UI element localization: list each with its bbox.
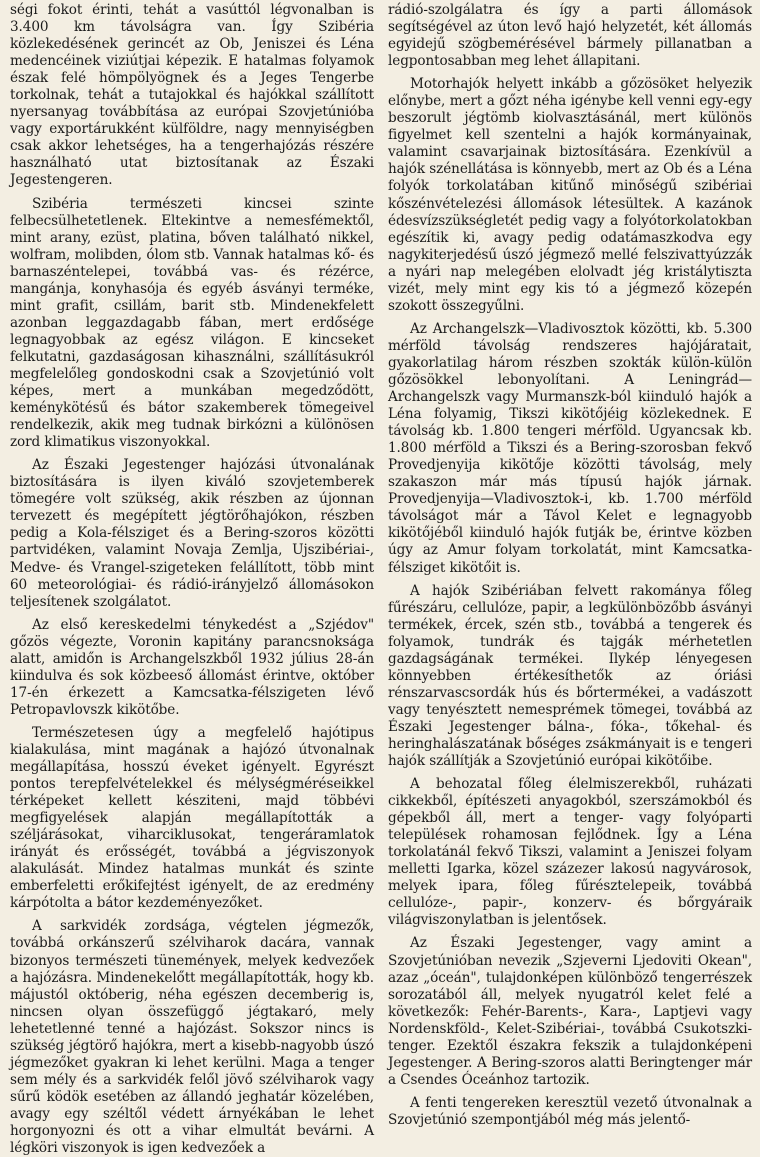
left-column (10, 2, 374, 1157)
paragraph: rádió-szolgálatra és így a parti állomások segítségével az úton levő hajó helyzetét, két állomás egyidejű szögbemérésével bármely pillanatban a legpontosabban meg lehet állapitani. (388, 2, 752, 70)
paragraph: A sarkvidék zordsága, végtelen jégmezők, továbbá orkánszerű szélviharok dacára, vannak bizonyos természeti tünemények, melyek kedvezőek a hajózásra. Mindenekelőtt megállapították, hogy kb. májustól októberig, néha egészen decemberig is, nincsen olyan összefüggő jégtakaró, mely lehetetlenné tenné a hajózást. Sokszor nincs is szükség jégtörő hajókra, mert a kisebb-nagyobb úszó jégmezőket gyakran ki lehet kerülni. Maga a tenger sem mély és a sarkvidék felől jövő szélviharok vagy sűrű ködök esetében az állandó jeghatár közelében, avagy egy széltől védett árnyékában le lehet horgonyozni és ott a vihar elmultát bevárni. A légköri viszonyok is igen kedvezőek a (10, 918, 374, 1157)
paragraph: A behozatal főleg élelmiszerekből, ruházati cikkekből, építészeti anyagokból, szerszámokból és gépekből áll, mert a tenger- vagy folyóparti települések rohamosan fejlődnek. Így a Léna torkolatánál fekvő Tikszi, valamint a Jeniszei folyam melletti Igarka, közel százezer lakosú nagyvárosok, melyek ipara, főleg fűrésztelepeik, továbbá cellulóze-, papir-, konzerv- és bőrgyáraik világviszonylatban is jelentősek. (388, 776, 752, 929)
paragraph: ségi fokot érinti, tehát a vasúttól légvonalban is 3.400 km távolságra van. Így Szibéria közlekedésének gerincét az Ob, Jeniszei és Léna medencéinek viziútjai képezik. E hatalmas folyamok észak felé hömpölyögnek és a Jeges Tengerbe torkolnak, tehát a tutajokkal és hajókkal szállított nyersanyag továbbítása az európai Szovjetúnióba vagy exportárukként külföldre, nagy mennyiségben csak akkor lehetséges, ha a tengerhajózás részére használható utat biztosítanak az Északi Jegestengeren. (10, 2, 374, 189)
paragraph: Természetesen úgy a megfelelő hajótipus kialakulása, mint magának a hajózó útvonalnak megállapítása, hosszú éveket igényelt. Egyrészt pontos terepfelvételekkel és mélységméréseikkel térképeket kellett késziteni, majd többévi megfigyelések alapján megállapították a széljárásokat, viharciklusokat, tengeráramlatok irányát és erősségét, továbbá a jégviszonyok alakulását. Mindez hatalmas munkát és szinte emberfeletti erőkifejtést igényelt, de az eredmény kárpótolta a bátor kezdeményezőket. (10, 724, 374, 912)
paragraph: Szibéria természeti kincsei szinte felbecsülhetetlenek. Eltekintve a nemesfémektől, mint arany, ezüst, platina, bőven található nikkel, wolfram, molibden, ólom stb. Vannak hatalmas kő- és barnaszéntelepei, továbbá vas- és rézérce, mangánja, konyhasója és egyéb ásványi terméke, mint grafit, csillám, barit stb. Mindenekfelett azonban leggazdagabb fában, mert erdősége legnagyobbak az egész világon. E kincseket felkutatni, gazdaságosan kihasználni, szállításukról megfelelőleg gondoskodni csak a Szovjetúnió volt képes, mert a munkában megedződött, keménykötésű és bátor szakemberek tömegeivel rendelkezik, akik meg tudnak birkózni a különösen zord klimatikus viszonyokkal. (10, 195, 374, 451)
paragraph: Motorhajók helyett inkább a gőzösöket helyezik előnybe, mert a gőzt néha igénybe kell venni egy-egy beszorult jégtömb kiolvasztásánál, mert különös figyelmet kell szentelni a hajók kormányainak, valamint csavarjainak biztosítására. Ezenkívül a hajók szénellátása is könnyebb, mert az Ob és a Léna folyók torkolatában kitűnő minőségű szibériai kőszénvételezési állomások létesültek. A kazánok édesvízszükségletét pedig vagy a folyótorkolatokban egészítik ki, avagy pedig odatámaszkodva egy nagykiterjedésű úszó jégmező mellé felszivattyúzzák a nyári nap melegében elolvadt jég kristálytiszta vizét, mely mint egy kis tó a jégmező közepén szokott összegyűlni. (388, 76, 752, 314)
paragraph: A hajók Szibériában felvett rakománya főleg fűrészáru, cellulóze, papir, a legkülönbözőbb ásványi termékek, ércek, szén stb., továbbá a tengerek és folyamok, tundrák és tajgák mérhetetlen gazdagságának termékei. Ilykép lényegesen könnyebben értékesíthetők az óriási rénszarvascsordák hús és bőrtermékei, a vadászott vagy tenyésztett nemesprémek tömegei, továbbá az Északi Jegestenger bálna-, fóka-, tőkehal- és heringhalászatának bőséges zsákmányait is e tengeri hajók szállítják a Szovjetúnió európai kikötőibe. (388, 582, 752, 770)
paragraph: Az Északi Jegestenger hajózási útvonalának biztosítására is ilyen kiváló szovjetemberek tömegére volt szükség, akik részben az újonnan tervezett és megépített jégtörőhajókon, részben pedig a Kola-félsziget és a Bering-szoros közötti partvidéken, valamint Novaja Zemlja, Ujszibériai-, Medve- és Vrangel-szigeteken felállított, több mint 60 meteorológiai- és rádió-irányjelző állomásokon teljesítenek szolgálatot. (10, 457, 374, 610)
paragraph: Az első kereskedelmi ténykedést a „Szjédov" gőzös végezte, Voronin kapitány parancsnoksága alatt, amidőn is Archangelszkből 1932 július 28-án kiindulva és sok közbeeső állomást érintve, október 17-én érkezett a Kamcsatka-félszigeten lévő Petropavlovszk kikötőbe. (10, 616, 374, 718)
paragraph: Az Archangelszk—Vladivosztok közötti, kb. 5.300 mérföld távolság rendszeres hajójáratait, gyakorlatilag három részben szokták külön-külön gőzösökkel lebonyolítani. A Leningrád—Archangelszk vagy Murmanszk-ból kiinduló hajók a Léna folyamig, Tikszi kikötőjéig közlekednek. E távolság kb. 1.800 tengeri mérföld. Ugyancsak kb. 1.800 mérföld a Tikszi és a Bering-szorosban fekvő Provedjenyija kikötője közötti távolság, mely szakaszon már más típusú hajók járnak. Provedjenyija—Vladivosztok-i, kb. 1.700 mérföld távolságot már a Távol Kelet e legnagyobb kikötőjéből kiinduló hajók futják be, érintve közben úgy az Amur folyam torkolatát, mint Kamcsatka-félsziget kikötőit is. (388, 320, 752, 576)
right-column (388, 2, 752, 1128)
paragraph: A fenti tengereken keresztül vezető útvonalnak a Szovjetúnió szempontjából még más jelentő- (388, 1094, 752, 1128)
paragraph: Az Északi Jegestenger, vagy amint a Szovjetúnióban nevezik „Szjeverni Ljedoviti Okean", azaz „óceán", tulajdonképen különböző tengerrészek sorozatából áll, melyek nyugatról kelet felé a következők: Fehér-Barents-, Kara-, Laptjevi vagy Nordenskföld-, Kelet-Szibériai-, továbbá Csukotszki-tenger. Ezektől északra fekszik a tulajdonképeni Jegestenger. A Bering-szoros alatti Beringtenger már a Csendes Óceánhoz tartozik. (388, 935, 752, 1088)
